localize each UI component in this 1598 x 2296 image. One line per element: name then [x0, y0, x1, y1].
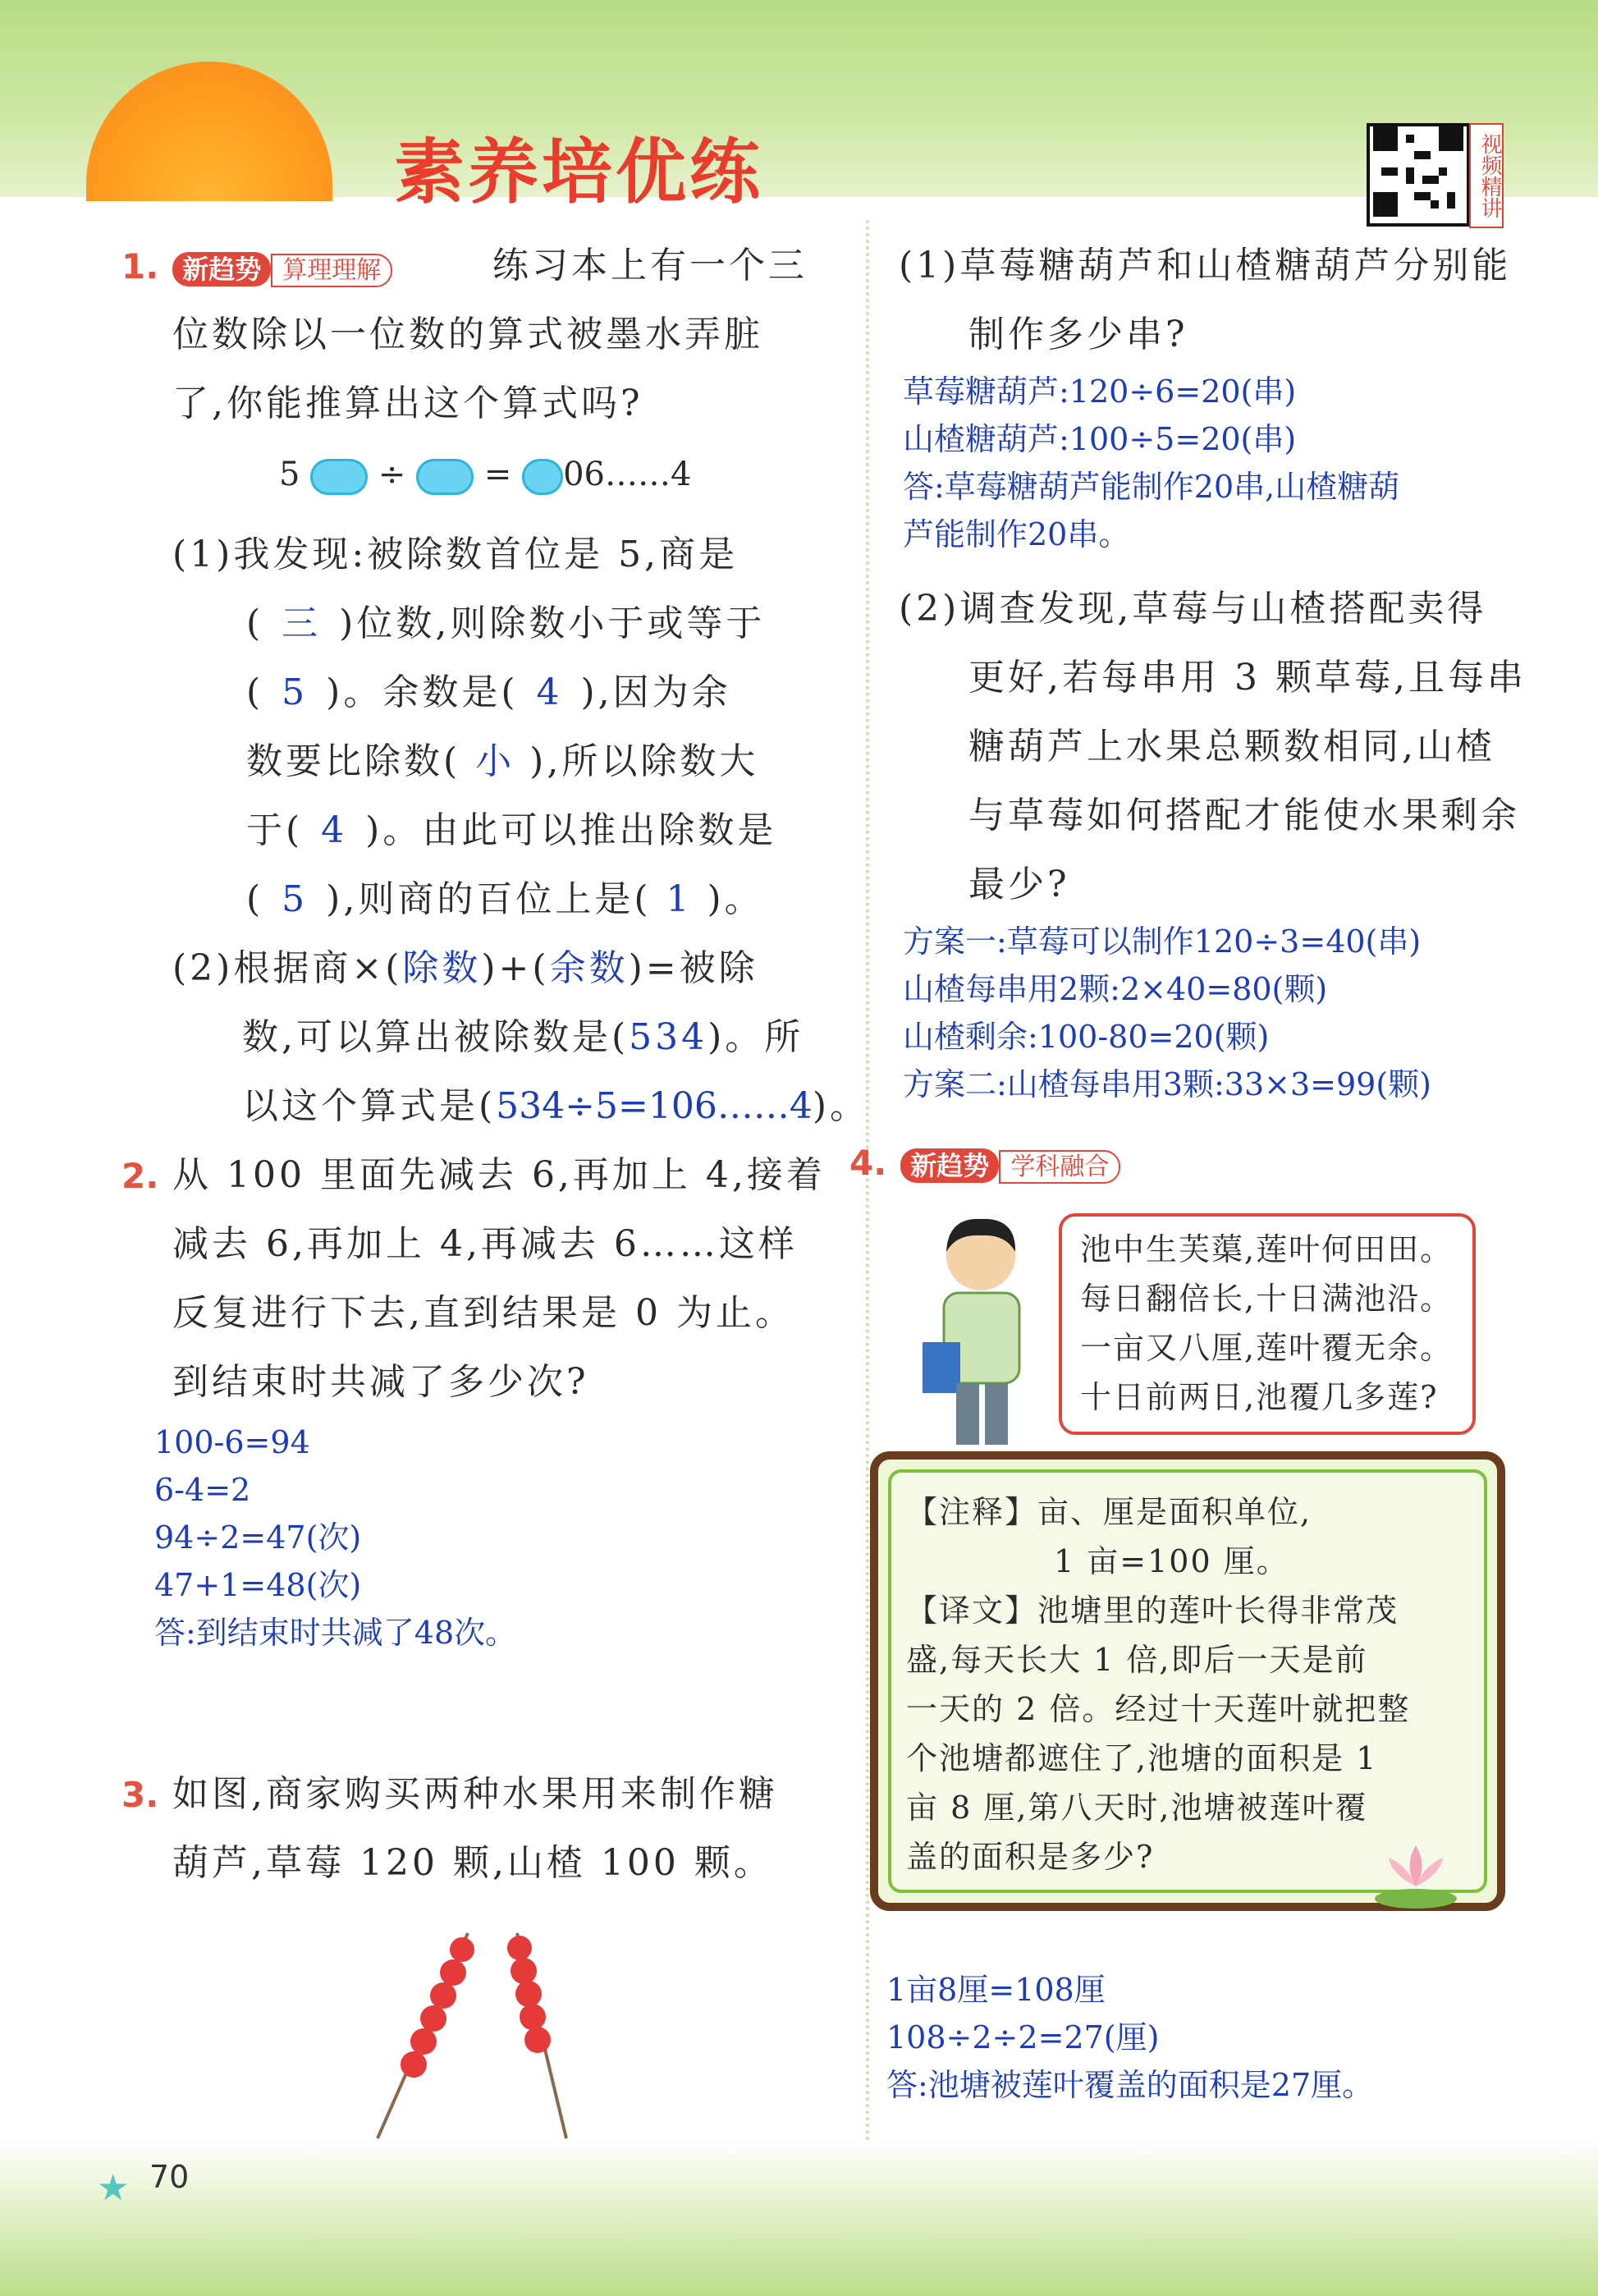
answer-line: 方案一:草莓可以制作120÷3=40(串) [903, 923, 1422, 960]
q4-badge-sub: 学科融合 [999, 1150, 1120, 1184]
note-line: 【译文】池塘里的莲叶长得非常茂 [906, 1593, 1399, 1629]
text: 数要比除数( [246, 740, 461, 782]
note-line: 盖的面积是多少? [906, 1839, 1155, 1875]
note-line: 亩 8 厘,第八天时,池塘被莲叶覆 [906, 1790, 1368, 1826]
poem-line: 一亩又八厘,莲叶覆无余。 [1080, 1330, 1454, 1366]
q1-number: 1. [121, 246, 159, 286]
q4-number: 4. [849, 1143, 887, 1183]
poem-speech-bubble [1059, 1213, 1476, 1435]
q1-text-line: 练习本上有一个三 [492, 245, 808, 286]
note-line: 【注释】亩、厘是面积单位, [906, 1494, 1312, 1530]
answer-blank: 534 [629, 1016, 708, 1058]
answer-blank: 余数 [549, 947, 629, 989]
ink-blot-icon [416, 459, 474, 495]
q1-part1-line [246, 589, 765, 658]
text: ),所以除数大 [529, 740, 759, 782]
q3-number: 3. [121, 1775, 159, 1815]
lotus-flower-icon [1371, 1829, 1461, 1911]
answer-blank: 534÷5=106……4 [496, 1085, 813, 1127]
q1-part2-line [242, 1072, 869, 1141]
text: )。余数是( [326, 671, 519, 713]
part-label: (2) [899, 588, 960, 630]
ink-blot-icon [310, 459, 368, 495]
q1-part2-line [172, 934, 758, 1003]
answer-line: 方案二:山楂每串用3颗:33×3=99(颗) [903, 1066, 1431, 1102]
text: ( [246, 603, 264, 644]
text: )=被除 [628, 947, 758, 989]
note-line: 个池塘都遮住了,池塘的面积是 1 [906, 1740, 1378, 1776]
text: ),因为余 [580, 671, 731, 713]
q2-text-line: 从 100 里面先减去 6,再加上 4,接着 [172, 1154, 826, 1196]
answer-blank: 5 [282, 671, 309, 713]
q1-equation [279, 456, 691, 495]
answer-line: 芦能制作20串。 [903, 516, 1130, 552]
answer-blank: 5 [282, 878, 309, 920]
q2-text-line: 反复进行下去,直到结果是 0 为止。 [172, 1292, 794, 1334]
answer-blank: 三 [282, 603, 322, 644]
ink-blot-icon [522, 459, 563, 495]
text: 草莓糖葫芦和山楂糖葫芦分别能 [959, 245, 1512, 286]
note-line: 一天的 2 倍。经过十天莲叶就把整 [906, 1691, 1411, 1727]
q3-part1-answer [903, 368, 1399, 558]
part-label: (1) [899, 245, 960, 286]
q1-part1-line [246, 658, 731, 727]
equation-quotient-remainder: 06……4 [563, 456, 692, 493]
answer-line: 108÷2÷2=27(厘) [886, 2019, 1160, 2055]
q3-text-line: 如图,商家购买两种水果用来制作糖 [172, 1773, 778, 1815]
answer-blank: 4 [536, 671, 563, 713]
q2-answer [154, 1418, 516, 1657]
text: )。 [812, 1085, 870, 1127]
qr-video-label: 视频精讲 [1469, 123, 1504, 228]
q3-part2-line: 糖葫芦上水果总颗数相同,山楂 [968, 726, 1495, 768]
text: )位数,则除数小于或等于 [339, 603, 766, 644]
q1-part1-line [172, 520, 738, 589]
answer-line: 1亩8厘=108厘 [886, 1972, 1106, 2008]
answer-line: 答:草莓糖葫芦能制作20串,山楂糖葫 [903, 469, 1400, 505]
text: )。由此可以推出除数是 [365, 809, 777, 851]
q3-text-line: 葫芦,草莓 120 颗,山楂 100 颗。 [172, 1842, 773, 1884]
answer-blank: 4 [321, 809, 348, 851]
answer-line: 答:到结束时共减了48次。 [154, 1615, 517, 1651]
page-title: 素养培优练 [394, 131, 763, 213]
text: ),则商的百位上是( [326, 878, 652, 920]
text: ( [246, 671, 264, 713]
answer-blank: 小 [475, 740, 515, 782]
text: 于( [246, 809, 304, 851]
q1-text-line: 位数除以一位数的算式被墨水弄脏 [172, 314, 763, 355]
q1-part1-line [246, 727, 758, 796]
q3-part2-line [899, 575, 1486, 644]
note-line: 1 亩=100 厘。 [1054, 1543, 1289, 1579]
footer-band [0, 2142, 1598, 2296]
answer-blank: 除数 [402, 947, 482, 989]
text: )。所 [707, 1016, 804, 1058]
text: 调查发现,草莓与山楂搭配卖得 [959, 588, 1487, 630]
text: )。 [707, 878, 764, 920]
answer-line: 47+1=48(次) [154, 1567, 362, 1603]
question-1 [121, 246, 392, 286]
answer-line: 100-6=94 [154, 1424, 310, 1460]
note-line: 盛,每天长大 1 倍,即后一天是前 [906, 1642, 1368, 1678]
q3-part2-line: 最少? [968, 864, 1070, 905]
poem-line: 十日前两日,池覆几多莲? [1080, 1379, 1439, 1415]
text: 以这个算式是( [242, 1085, 497, 1127]
q3-part2-answer [903, 918, 1431, 1108]
qr-code-icon[interactable] [1367, 123, 1470, 227]
q1-text-line: 了,你能推算出这个算式吗? [172, 383, 643, 424]
text: 根据商×( [233, 947, 403, 989]
q1-badge-sub: 算理理解 [271, 254, 392, 287]
equation-divide-sign: ÷ [378, 456, 406, 493]
text: 数,可以算出被除数是( [242, 1016, 630, 1058]
q4-badge: 新趋势 [900, 1148, 999, 1183]
q1-part1-line [246, 796, 776, 865]
answer-line: 94÷2=47(次) [154, 1519, 362, 1556]
equation-dividend-digit: 5 [279, 456, 300, 493]
q3-part2-line: 与草莓如何搭配才能使水果剩余 [968, 795, 1520, 836]
answer-line: 草莓糖葫芦:120÷6=20(串) [903, 374, 1297, 410]
question-4 [849, 1143, 1120, 1183]
text: 我发现:被除数首位是 5,商是 [233, 534, 739, 575]
q2-text-line: 减去 6,再加上 4,再减去 6……这样 [172, 1223, 798, 1265]
q4-answer [886, 1966, 1373, 2109]
answer-line: 山楂糖葫芦:100÷5=20(串) [903, 421, 1297, 457]
q3-part2-line: 更好,若每串用 3 颗草莓,且每串 [968, 657, 1527, 699]
answer-blank: 1 [666, 878, 693, 920]
q2-number: 2. [121, 1156, 159, 1196]
star-icon: ★ [97, 2167, 130, 2209]
q3-part1-line: 制作多少串? [968, 314, 1188, 355]
candied-fruit-skewers-illustration [345, 1917, 616, 2147]
part-label: (1) [172, 534, 234, 575]
poem-line: 池中生芙蕖,莲叶何田田。 [1080, 1231, 1454, 1267]
text: ( [246, 878, 264, 920]
poem-line: 每日翻倍长,十日满池沿。 [1080, 1281, 1454, 1317]
q2-text-line: 到结束时共减了多少次? [172, 1361, 589, 1403]
q1-part2-line [242, 1003, 804, 1072]
text: )+( [481, 947, 550, 989]
answer-line: 山楂剩余:100-80=20(颗) [903, 1019, 1270, 1055]
page-number: 70 [149, 2159, 190, 2195]
q3-part1-line [899, 231, 1511, 300]
part-label: (2) [172, 947, 234, 989]
equation-equals-sign: = [483, 456, 512, 493]
answer-line: 答:池塘被莲叶覆盖的面积是27厘。 [886, 2067, 1374, 2103]
q1-badge: 新趋势 [172, 252, 271, 286]
answer-line: 6-4=2 [154, 1472, 251, 1508]
student-illustration [911, 1211, 1051, 1449]
answer-line: 山楂每串用2颗:2×40=80(颗) [903, 971, 1328, 1007]
q1-part1-line [246, 865, 764, 934]
